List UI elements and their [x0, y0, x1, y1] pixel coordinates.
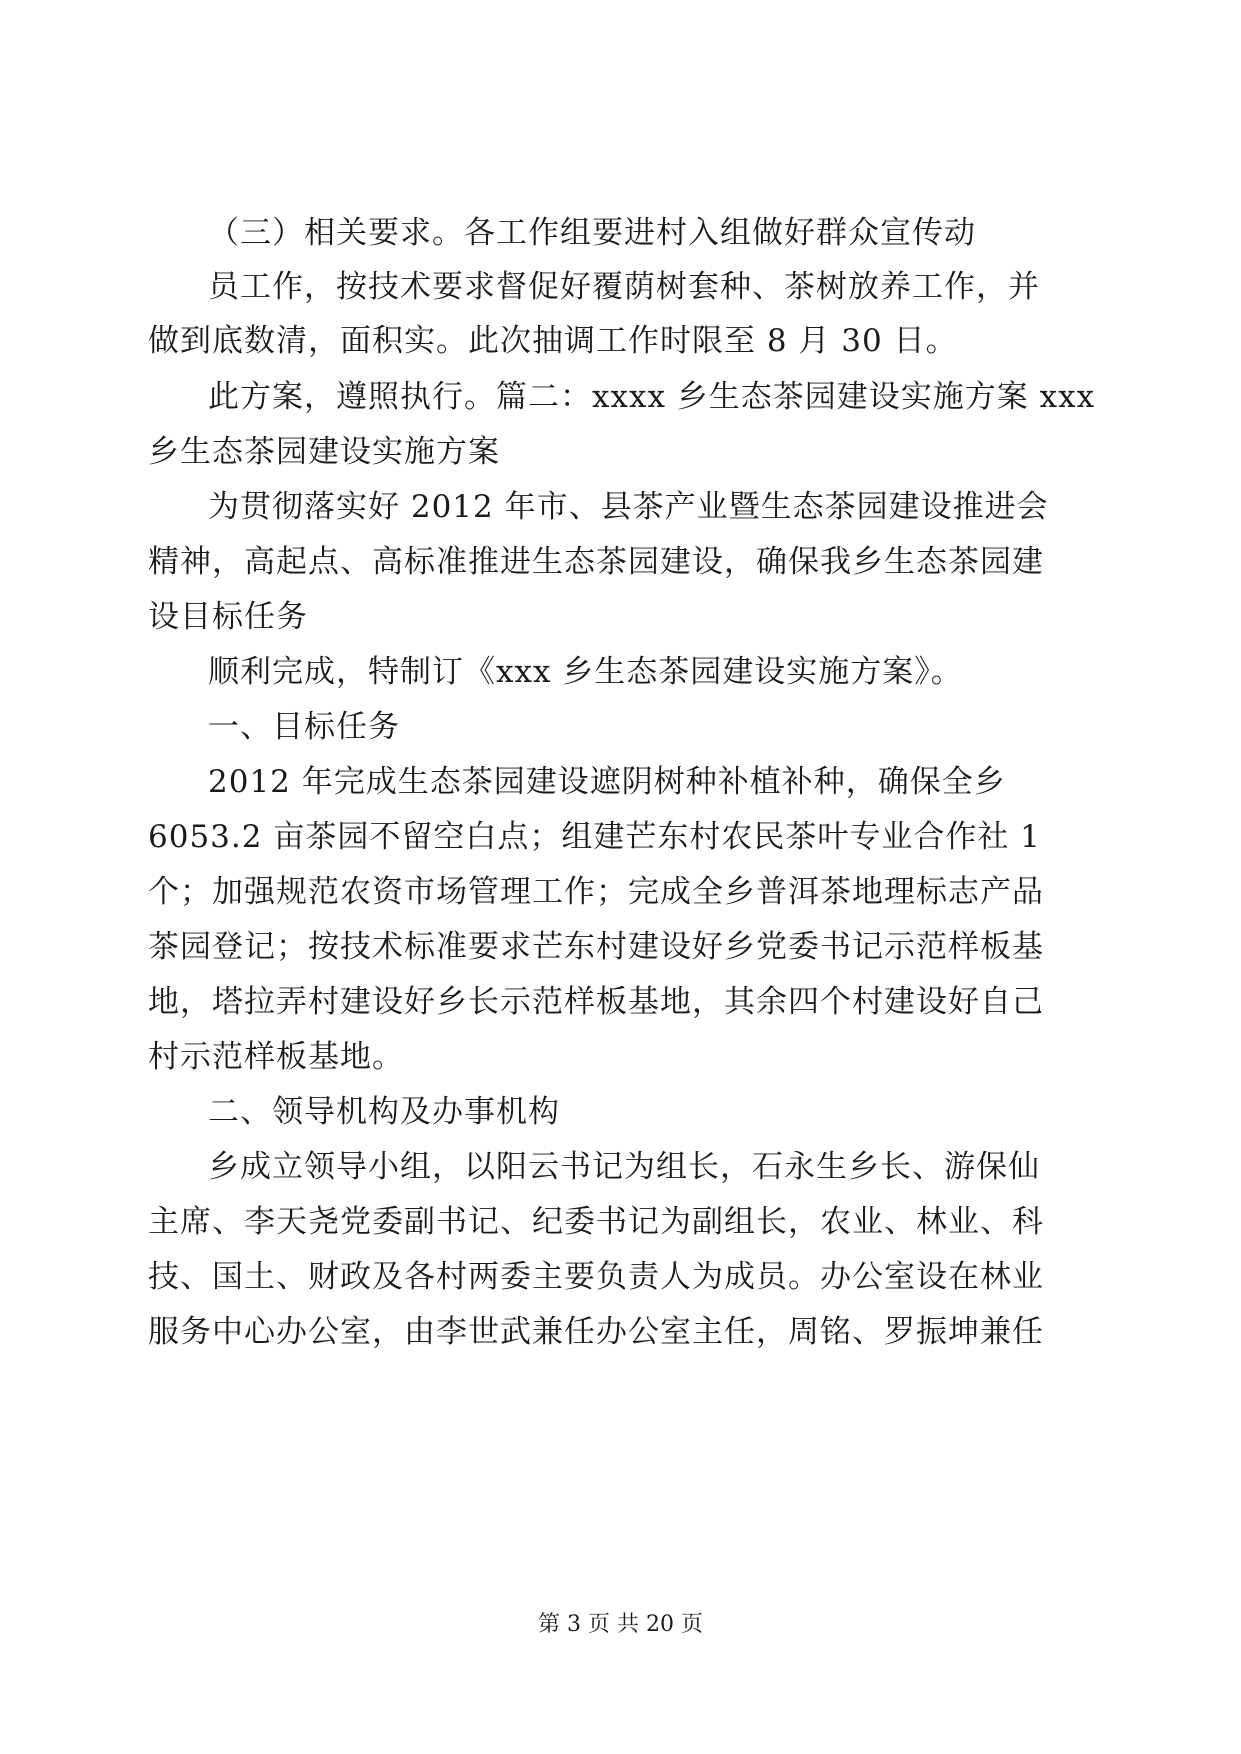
body-line: 设目标任务 [148, 599, 308, 635]
body-line: 主席、李天尧党委副书记、纪委书记为副组长，农业、林业、科 [148, 1204, 1044, 1240]
body-line: 个；加强规范农资市场管理工作；完成全乡普洱茶地理标志产品 [148, 874, 1044, 910]
body-line: 村示范样板基地。 [148, 1039, 404, 1075]
body-line: 顺利完成，特制订《xxx 乡生态茶园建设实施方案》。 [208, 654, 963, 690]
body-line: 做到底数清，面积实。此次抽调工作时限至 8 月 30 日。 [148, 323, 958, 359]
body-line: 为贯彻落实好 2012 年市、县茶产业暨生态茶园建设推进会 [208, 489, 1049, 525]
body-line: 茶园登记；按技术标准要求芒东村建设好乡党委书记示范样板基 [148, 929, 1044, 965]
body-line: 此方案，遵照执行。篇二：xxxx 乡生态茶园建设实施方案 xxx [208, 379, 1096, 415]
body-line: 2012 年完成生态茶园建设遮阴树种补植补种，确保全乡 [208, 764, 1006, 800]
body-line: 乡生态茶园建设实施方案 [148, 434, 500, 470]
body-line: 地，塔拉弄村建设好乡长示范样板基地，其余四个村建设好自己 [148, 984, 1044, 1020]
body-line: 精神，高起点、高标准推进生态茶园建设，确保我乡生态茶园建 [148, 544, 1044, 580]
section-heading: 一、目标任务 [208, 709, 400, 745]
body-line: 服务中心办公室，由李世武兼任办公室主任，周铭、罗振坤兼任 [148, 1314, 1044, 1350]
page-footer: 第 3 页 共 20 页 [538, 1612, 703, 1637]
body-line: 员工作，按技术要求督促好覆荫树套种、茶树放养工作，并 [208, 269, 1040, 305]
body-line: （三）相关要求。各工作组要进村入组做好群众宣传动 [208, 215, 976, 251]
section-heading: 二、领导机构及办事机构 [208, 1094, 560, 1130]
body-line: 技、国土、财政及各村两委主要负责人为成员。办公室设在林业 [148, 1259, 1044, 1295]
body-line: 乡成立领导小组，以阳云书记为组长，石永生乡长、游保仙 [208, 1149, 1040, 1185]
body-line: 6053.2 亩茶园不留空白点；组建芒东村农民茶叶专业合作社 1 [148, 819, 1041, 855]
